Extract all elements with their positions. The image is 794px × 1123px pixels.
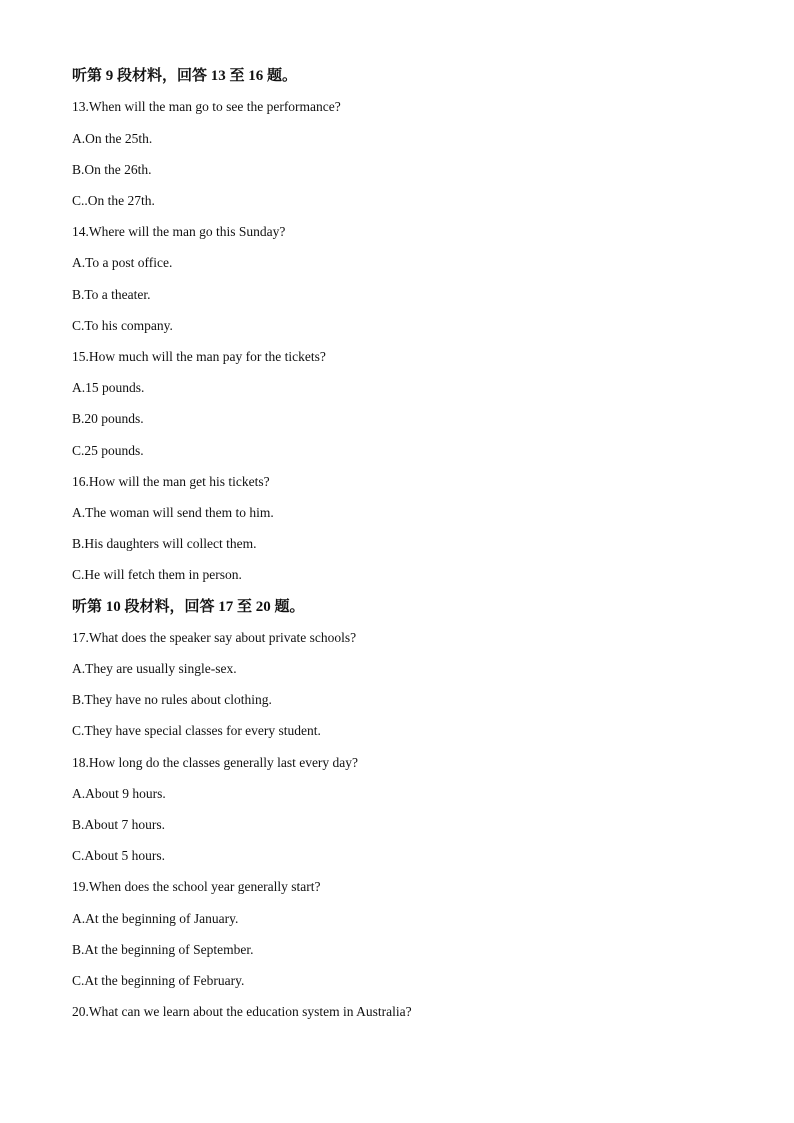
- question-17-stem: 17.What does the speaker say about private schools?: [72, 630, 357, 645]
- question-16-option-a: A.The woman will send them to him.: [72, 505, 274, 520]
- question-18-stem: 18.How long do the classes generally last every day?: [72, 755, 359, 770]
- question-13-stem: 13.When will the man go to see the performance?: [72, 99, 341, 114]
- question-14-option-b: B.To a theater.: [72, 287, 151, 302]
- question-17-option-c: C.They have special classes for every student.: [72, 723, 321, 738]
- question-18-option-a: A.About 9 hours.: [72, 786, 166, 801]
- question-20-stem: 20.What can we learn about the education system in Australia?: [72, 1004, 412, 1019]
- question-16-option-c: C.He will fetch them in person.: [72, 567, 242, 582]
- question-16-option-b: B.His daughters will collect them.: [72, 536, 257, 551]
- question-17-option-a: A.They are usually single-sex.: [72, 661, 237, 676]
- question-14-stem: 14.Where will the man go this Sunday?: [72, 224, 286, 239]
- question-13-option-c: C..On the 27th.: [72, 193, 155, 208]
- question-15-option-b: B.20 pounds.: [72, 411, 144, 426]
- question-14-option-a: A.To a post office.: [72, 255, 173, 270]
- section-heading-10: 听第 10 段材料，回答 17 至 20 题。: [72, 599, 305, 615]
- question-13-option-b: B.On the 26th.: [72, 162, 152, 177]
- question-19-option-a: A.At the beginning of January.: [72, 911, 239, 926]
- question-16-stem: 16.How will the man get his tickets?: [72, 474, 270, 489]
- question-19-option-c: C.At the beginning of February.: [72, 973, 245, 988]
- question-18-option-b: B.About 7 hours.: [72, 817, 166, 832]
- question-19-option-b: B.At the beginning of September.: [72, 942, 254, 957]
- question-15-option-a: A.15 pounds.: [72, 380, 145, 395]
- section-heading-9: 听第 9 段材料，回答 13 至 16 题。: [72, 68, 298, 84]
- question-19-stem: 19.When does the school year generally start?: [72, 879, 321, 894]
- question-13-option-a: A.On the 25th.: [72, 131, 153, 146]
- question-15-option-c: C.25 pounds.: [72, 443, 144, 458]
- question-17-option-b: B.They have no rules about clothing.: [72, 692, 272, 707]
- question-18-option-c: C.About 5 hours.: [72, 848, 166, 863]
- question-14-option-c: C.To his company.: [72, 318, 173, 333]
- question-15-stem: 15.How much will the man pay for the tickets?: [72, 349, 326, 364]
